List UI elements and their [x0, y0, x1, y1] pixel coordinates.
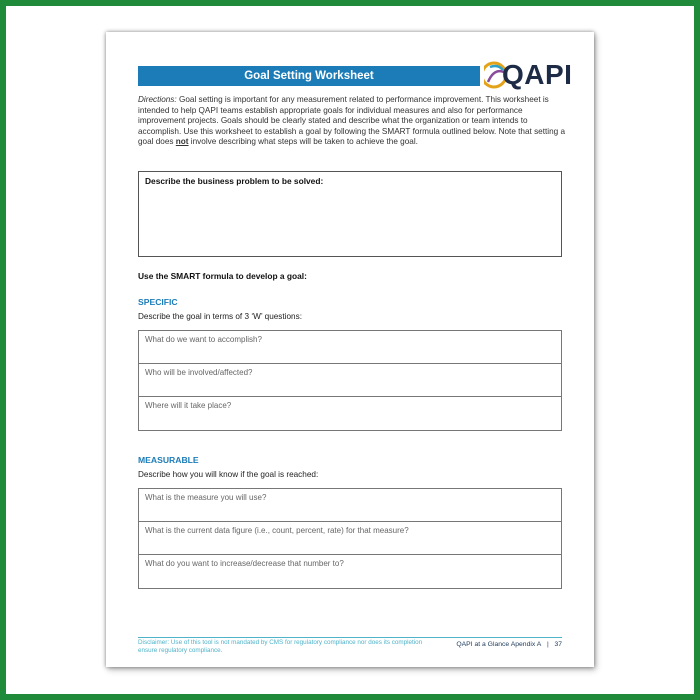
directions-emphasis: not [175, 137, 189, 147]
question-field[interactable]: What do you want to increase/decrease that number to? [145, 559, 344, 568]
specific-heading: SPECIFIC [138, 297, 178, 307]
question-field[interactable]: Where will it take place? [145, 401, 232, 410]
measurable-heading: MEASURABLE [138, 455, 199, 465]
footer-separator: | [547, 641, 549, 648]
measurable-description: Describe how you will know if the goal is reached: [138, 470, 319, 479]
business-problem-field[interactable] [138, 171, 562, 257]
worksheet-title: Goal Setting Worksheet [138, 66, 480, 86]
smart-formula-label: Use the SMART formula to develop a goal: [138, 271, 307, 281]
directions-text-end: involve describing what steps will be taken to achieve the goal. [188, 137, 418, 147]
specific-description: Describe the goal in terms of 3 ‘W’ questions: [138, 312, 302, 321]
footer-divider [138, 637, 562, 638]
question-field[interactable]: What is the measure you will use? [139, 489, 561, 522]
footer-reference: QAPI at a Glance Apendix A [456, 641, 542, 648]
question-field[interactable]: What do we want to accomplish? [139, 331, 561, 364]
footer-disclaimer: Disclaimer: Use of this tool is not mandated by CMS for regulatory compliance nor does its completion ensure regulatory compliance. [138, 639, 423, 654]
measurable-questions-table [138, 488, 562, 589]
directions-lead: Directions: [138, 95, 177, 104]
footer-page-reference [428, 641, 562, 648]
page-number: 37 [554, 641, 562, 648]
worksheet-page [106, 32, 594, 667]
directions-text: Goal setting is important for any measurement related to performance improvement. This worksheet is intended to help QAPI teams establish appropriate goals for individual measures and also for performance improvement projects. Goals should be clearly stated and describe what the organization or team intends to accomplish. Use this worksheet to establish a goal by following the SMART formula outlined below. Note that setting a goal does [138, 95, 566, 147]
question-field[interactable]: What is the current data figure (i.e., count, percent, rate) for that measure? [139, 522, 561, 555]
business-problem-label: Describe the business problem to be solved: [145, 176, 324, 186]
specific-questions-table [138, 330, 562, 431]
directions-paragraph [138, 95, 568, 148]
question-field[interactable]: Who will be involved/affected? [139, 364, 561, 397]
qapi-logo-text: QAPI [502, 59, 573, 90]
